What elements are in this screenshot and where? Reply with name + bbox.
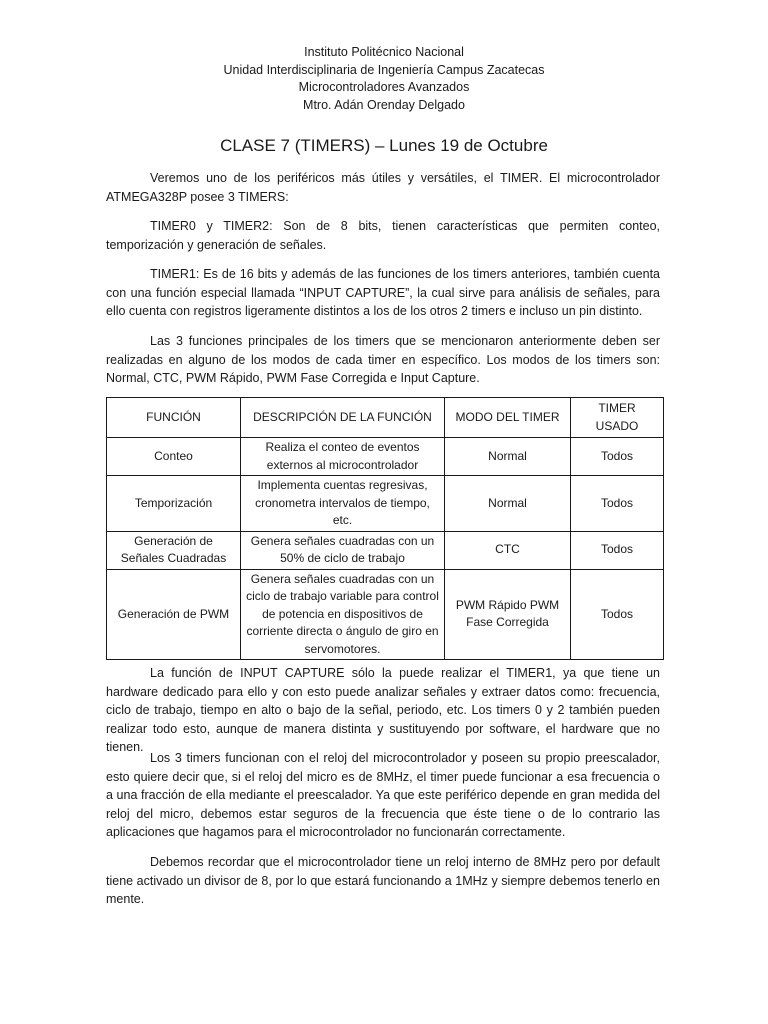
paragraph-clock-prescaler: Los 3 timers funcionan con el reloj del microcontrolador y poseen su propio preescalador, esto quiere decir que, si el reloj del micro es de 8MHz, el timer puede funcionar a esa frecuencia o a una fracción de ella mediante el preescalador. Ya que este periférico depende en gran medida del reloj del micro, debemos estar seguros de la frecuencia que éste tiene o de lo contrario las aplicaciones que hagamos para el microcontrolador no funcionarán correctamente. <box>106 751 660 839</box>
table-row <box>107 438 664 476</box>
table-cell: Temporización <box>107 476 241 532</box>
table-cell: Normal <box>445 476 571 532</box>
table-cell: Todos <box>571 531 664 569</box>
table-row <box>107 569 664 660</box>
institution-name: Instituto Politécnico Nacional <box>304 45 464 59</box>
paragraph-internal-clock: Debemos recordar que el microcontrolador tiene un reloj interno de 8MHz pero por default tiene activado un divisor de 8, por lo que estará funcionando a 1MHz y siempre debemos tenerlo en mente. <box>106 855 660 906</box>
table-row <box>107 531 664 569</box>
table-cell: PWM Rápido PWM Fase Corregida <box>445 569 571 660</box>
table-cell: Genera señales cuadradas con un ciclo de trabajo variable para control de potencia en dispositivos de corriente directa o ángulo de giro en servomotores. <box>241 569 445 660</box>
functions-table <box>106 397 664 660</box>
table-header-cell: FUNCIÓN <box>107 398 241 438</box>
table-header-row <box>107 398 664 438</box>
document-header <box>0 44 768 114</box>
paragraph-intro: Veremos uno de los periféricos más útiles y versátiles, el TIMER. El microcontrolador ATMEGA328P posee 3 TIMERS: <box>106 171 660 204</box>
table-row <box>107 476 664 532</box>
table-cell: Conteo <box>107 438 241 476</box>
table-header-cell: TIMER USADO <box>571 398 664 438</box>
table-cell: Todos <box>571 438 664 476</box>
table-cell: Generación de PWM <box>107 569 241 660</box>
table-cell: Todos <box>571 569 664 660</box>
table-cell: Generación de Señales Cuadradas <box>107 531 241 569</box>
paragraph-input-capture: La función de INPUT CAPTURE sólo la puede realizar el TIMER1, ya que tiene un hardware dedicado para ello y con esto puede analizar señales y extraer datos como: frecuencia, ciclo de trabajo, tiempo en alto o bajo de la señal, periodo, etc. Los timers 0 y 2 también pueden realizar todo esto, aunque de manera distinta y sustituyendo por software, el hardware que no tienen. <box>106 666 660 754</box>
table-cell: Genera señales cuadradas con un 50% de ciclo de trabajo <box>241 531 445 569</box>
table-cell: Normal <box>445 438 571 476</box>
table-header-cell: DESCRIPCIÓN DE LA FUNCIÓN <box>241 398 445 438</box>
course-name: Microcontroladores Avanzados <box>298 80 470 94</box>
paragraph-timer1: TIMER1: Es de 16 bits y además de las funciones de los timers anteriores, también cuenta con una función especial llamada “INPUT CAPTURE”, la cual sirve para análisis de señales, para ello cuenta con registros ligeramente distintos a los de los otros 2 timers e incluso un pin distinto. <box>106 267 660 318</box>
table-header-cell: MODO DEL TIMER <box>445 398 571 438</box>
table-cell: Realiza el conteo de eventos externos al microcontrolador <box>241 438 445 476</box>
table-cell: CTC <box>445 531 571 569</box>
paragraph-timer-modes: Las 3 funciones principales de los timers que se mencionaron anteriormente deben ser realizadas en alguno de los modos de cada timer en específico. Los modos de los timers son: Normal, CTC, PWM Rápido, PWM Fase Corregida e Input Capture. <box>106 334 660 385</box>
table-cell: Todos <box>571 476 664 532</box>
paragraph-timer0-timer2: TIMER0 y TIMER2: Son de 8 bits, tienen características que permiten conteo, temporización y generación de señales. <box>106 219 660 252</box>
unit-name: Unidad Interdisciplinaria de Ingeniería Campus Zacatecas <box>223 62 545 77</box>
table-cell: Implementa cuentas regresivas, cronometra intervalos de tiempo, etc. <box>241 476 445 532</box>
teacher-name: Mtro. Adán Orenday Delgado <box>303 97 465 112</box>
page-title: CLASE 7 (TIMERS) – Lunes 19 de Octubre <box>220 136 548 155</box>
